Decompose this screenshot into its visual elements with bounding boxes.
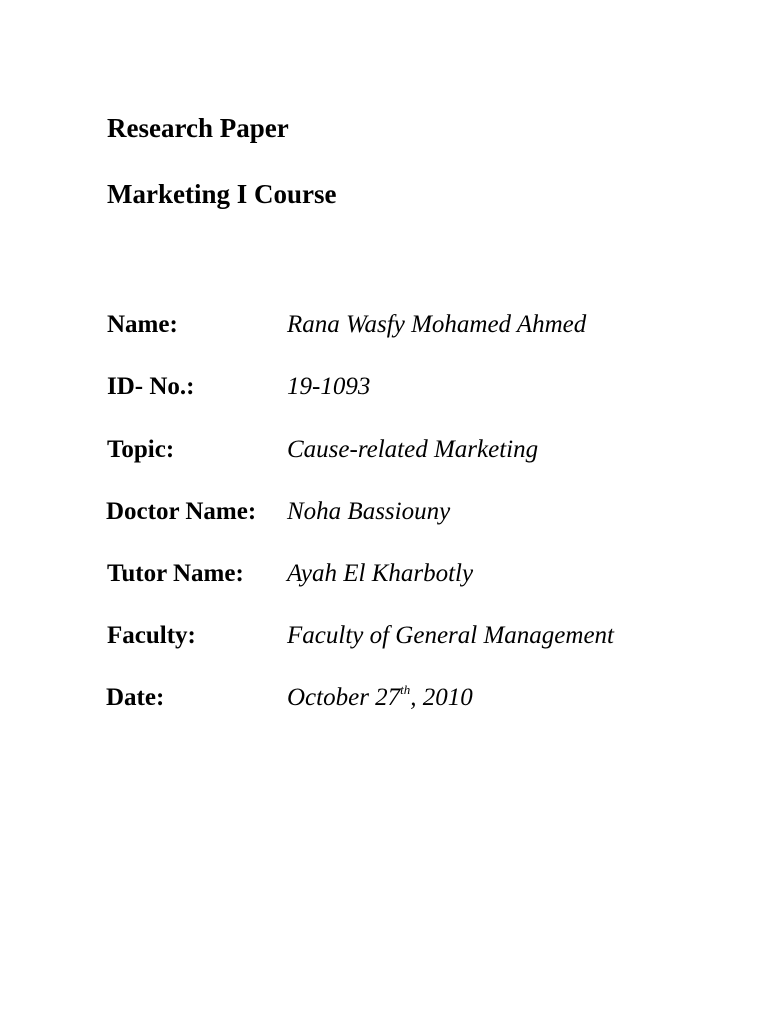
field-label: Date: (106, 684, 165, 711)
date-year: , 2010 (410, 684, 473, 711)
field-value: Ayah El Kharbotly (287, 560, 474, 587)
field-value-date (287, 682, 473, 714)
field-row-doctor-name (0, 496, 768, 532)
field-label: Faculty: (107, 622, 196, 649)
document-title: Research Paper (107, 113, 289, 143)
field-value: Noha Bassiouny (287, 498, 451, 525)
field-value: 19-1093 (287, 373, 371, 400)
date-ordinal-suffix: th (400, 681, 411, 697)
field-row-topic (0, 434, 768, 470)
field-label: Name: (107, 311, 178, 338)
field-row-date (0, 682, 768, 718)
field-row-faculty (0, 620, 768, 656)
field-value: Cause-related Marketing (287, 436, 539, 463)
field-label: Doctor Name: (106, 498, 257, 525)
field-value: Rana Wasfy Mohamed Ahmed (287, 311, 587, 338)
date-main: October 27 (287, 684, 401, 711)
field-row-tutor-name (0, 558, 768, 594)
field-value: Faculty of General Management (287, 622, 614, 649)
field-label: Topic: (107, 436, 175, 463)
field-row-name (0, 309, 768, 345)
field-label: Tutor Name: (107, 560, 244, 587)
field-row-id (0, 371, 768, 407)
document-subtitle: Marketing I Course (107, 179, 337, 209)
field-label: ID- No.: (107, 373, 195, 400)
